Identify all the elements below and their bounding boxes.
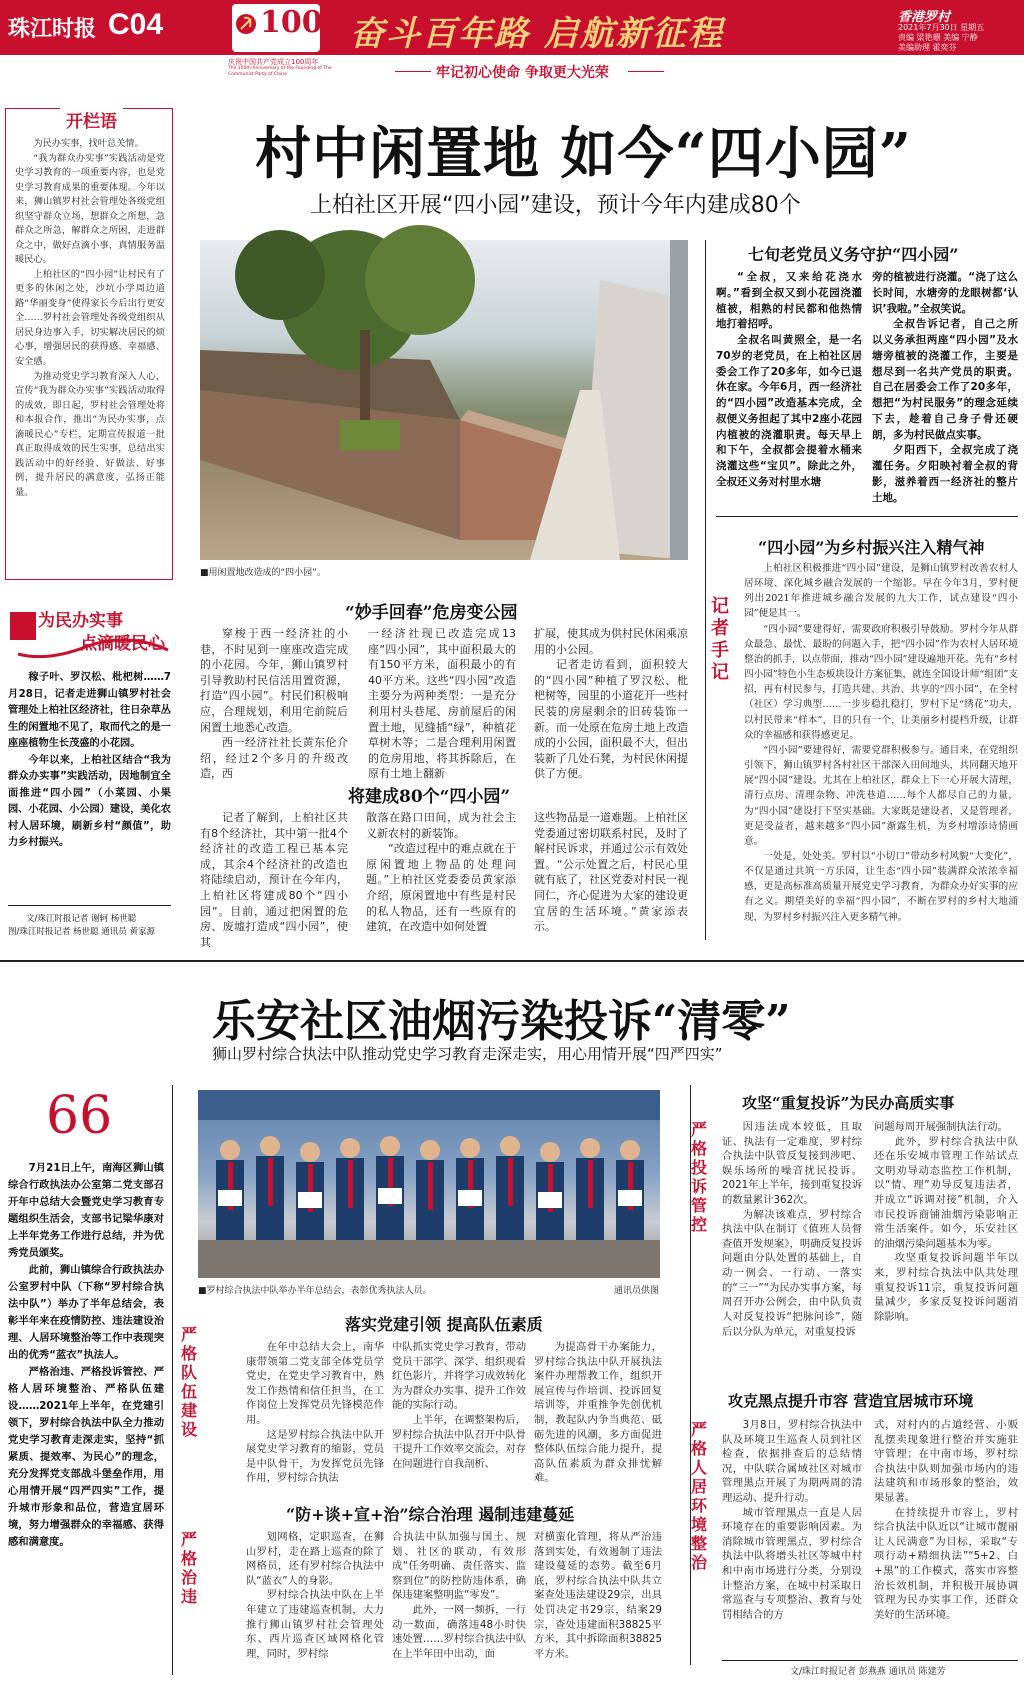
text-paragraph: 为提高骨干办案能力，罗村综合执法中队开展执法案件办理帮教工作，组织开展宣传与作培训、投诉回复培训等，并重推争先创优机制，教起队内争当典范、砥砺先进的风潮，多方面促进整体队伍综合能力提升，提高队伍素质为群众排忧解难。	[534, 1341, 662, 1485]
top-subhead: 上柏社区开展“四小园”建设，预计今年内建成80个	[310, 193, 801, 218]
text-paragraph: 记者了解到，上柏社区共有8个经济社，其中第一批4个经济社的改造工程已基本完成，其余4个经济社的改造也将陆续启动，预计在今年内，上柏社区将建成80个“四小园”。目前，通过把闲置的危房、废墟打造成“四小园”，使其	[200, 811, 348, 949]
byline-2: 图/珠江时报记者 杨世聪 通讯员 黄家源	[8, 927, 155, 937]
text-paragraph: 此外，罗村综合执法中队还在乐安城市管理工作站试点文明劝导动态监控工作机制，以“情、理”劝导反复违法者，并成立“诉调对接”机制，介入市民投诉商铺油烟污染影响正常生活案件。如今，乐安社区的油烟污染问题基本为零。	[874, 1135, 1018, 1250]
tag-left-1: 严格队伍建设	[180, 1325, 197, 1439]
text-paragraph: 因违法成本较低，且取证、执法有一定难度，罗村综合执法中队管反复接到涉吧、娱乐场所的噪音扰民投诉。2021年上半年，接到重复投诉的数量累计362次。	[722, 1121, 862, 1207]
slogan: 奋斗百年路 启航新征程	[350, 14, 724, 54]
tag-right-1: 严格投诉管控	[690, 1120, 707, 1234]
text-paragraph: 划网格，定职巡查，在狮山罗村，走在路上巡查的除了网格员，还有罗村综合执法中队“蓝衣”人的身影。	[246, 1531, 384, 1587]
section-title: 攻坚“重复投诉”为民办高质实事	[742, 1094, 955, 1112]
team-photo	[198, 1090, 660, 1278]
emblem-number: 100	[260, 5, 323, 40]
text-paragraph: 上柏社区积极推进“四小园”建设，是狮山镇罗村改善农村人居环境、深化城乡融合发展的一个缩影。早在今年3月，罗村便列出2021年推进城乡融合发展的九大工作，试点建设“四小园”便是其一。	[744, 563, 1018, 620]
secB-col-2	[392, 1530, 526, 1672]
section-title: “妙手回春”危房变公园	[345, 603, 518, 623]
intro-paragraph: 为推动党史学习教育深入人心，宣传“我为群众办实事”实践活动取得的成效，即日起，罗村社会管理处将和本报合作，推出“为民办实事，点滴暖民心”专栏，定期宣传报道一批真正取得成效的民生实事，总结出实践活动中的好经验、好做法、好事例，提升居民的满意度，弘扬正能量。	[15, 370, 165, 498]
intro-text	[15, 137, 165, 575]
top-lead	[8, 670, 171, 882]
comment-text	[744, 561, 1018, 951]
text-paragraph: 这些物品是一道难题。上柏社区党委通过密切联系村民，及时了解村民诉求，并通过公示有效处置。“公示处置之后，村民心里就有底了，社区党委对村民一视同仁，齐心促进为大家的建设更宜居的生活环境。”黄家添表示。	[534, 811, 688, 934]
sec1-col-2	[368, 626, 516, 781]
text-paragraph: 散落在路口田间，成为社会主义新农村的新装饰。	[366, 811, 516, 840]
section-title: 将建成80个“四小园”	[348, 787, 511, 807]
issue-date: 2021年7月30日 星期五	[898, 23, 985, 32]
subslogan: 牢记初心使命 争取更大光荣	[436, 65, 609, 81]
section-title: 七旬老党员义务守护“四小园”	[748, 245, 959, 264]
sec2-col-2	[366, 810, 516, 946]
section-title: 落实党建引领 提高队伍素质	[345, 1315, 543, 1334]
text-paragraph: 在持续提升市容上，罗村综合执法中队近以“让城市靓丽让人民满意”为目标，采取“专项行动+精细执法”“5+2、白+黑”的工作模式，落实市容整治长效机制，并积极开展协调管理为民办实事工作，还群众美好的生活环境。	[874, 1506, 1018, 1621]
lead-paragraph: 今年以来，上柏社区结合“我为群众办实事”实践活动，因地制宜全面推进“四小园”（小菜园、小果园、小花园、小公园）建设，美化农村人居环境，刷新乡村“颜值”，助力乡村振兴。	[8, 754, 171, 849]
emblem-caption-en: The 100th Anniversary of the Founding of The Communist Party of China	[228, 66, 332, 77]
garden-photo	[200, 240, 688, 560]
text-paragraph: 这是罗村综合执法中队开展党史学习教育的缩影，党员是中队骨干，为发挥党员先锋作用，罗村综合执法	[246, 1428, 384, 1485]
tag-left-2: 严格治违	[180, 1530, 197, 1606]
text-paragraph: 一处是，处处美。罗村以“小切口”带动乡村风貌“大变化”，不仅是通过共筑一方乐园，让生态“四小园”装满群众浓浓幸福感，更是高标准高质量开展党史学习教育，为群众办好实事的应有之义。期望美好的幸福“四小园”，不断在罗村的乡村大地涌现，为罗村乡村振兴注入更多精气神。	[744, 850, 1018, 923]
text-paragraph: 一经济社现已改造完成13座“四小园”，其中面积最大的有150平方米，面积最小的有40平方米。这些“四小园”改造主要分为两种类型：一是充分利用村头巷尾、房前屋后的闲置土地，见缝插“绿”，种植花草树木等；二是合理利用闲置的危房用地，将其拆除后，在原有土地上翻新	[368, 627, 516, 781]
intro-paragraph: “我为群众办实事”实践活动是党史学习教育的一项重要内容，也是党史学习教育成果的重要体现。今年以来，狮山镇罗村社会管理处各级党组织坚守群众立场，想群众之所想，急群众之所急，解群众之所困，走进群众之中，做好点滴小事，真情服务温暖民心。	[15, 152, 165, 266]
lead-paragraph: 严格治违、严格投诉管控、严格人居环境整治、严格队伍建设……2021年上半年，在党建引领下，罗村综合执法中队全力推动党史学习教育走深走实，坚持“抓紧质、提效率、为民心”的理念，充分发挥党支部战斗堡垒作用，用心用情开展“四严四实”工作，提升城市形象和品位，营造宜居环境，努力增强群众的幸福感、获得感和满意度。	[8, 1365, 164, 1548]
text-paragraph: 全叔告诉记者，自己之所以义务承担两座“四小园”及水塘旁植被的浇灌工作，主要是想尽到一名共产党员的职责。自己在居委会工作了20多年，想把“为村民服务”的理念延续下去，趁着自己身子骨还硬朗，多为村民做点实事。	[872, 318, 1018, 441]
column-logo	[8, 600, 173, 662]
text-paragraph: 此外，一网一频拆，一行动一数面，确落违48小时快速处置……罗村综合执法中队在上半年田中出动，面	[392, 1604, 526, 1660]
section-title: 攻克黑点提升市容 营造宜居城市环境	[728, 1392, 974, 1410]
text-paragraph: “全叔，又来给花浇水啊。”看到全叔又到小花园浇灌植被，相熟的村民都和他热情地打着招呼。	[716, 271, 862, 331]
secB-col-1	[246, 1530, 384, 1672]
sec1-col-1	[200, 626, 348, 781]
text-paragraph: 旁的植被进行浇灌。“浇了这么长时间，水塘旁的龙眼树都‘认识’我啦。”全叔笑说。	[872, 271, 1018, 315]
text-paragraph: 城市管理黑点一直是人居环境存在的重要影响因素。为消除城市管理黑点，罗村综合执法中队将增头社区等城中村和中南市场进行分类，分别设计整治方案，在城中村采取日常巡查与专项整治、教育与处罚相结合的方	[722, 1506, 862, 1621]
intro-title: 开栏语	[60, 107, 123, 132]
text-paragraph: 合执法中队加强与国土、规划、社区的联动，有效形成“任务明确、责任落实、监察到位”的防控防违体系，确保违建案整明监“零发”。	[392, 1531, 526, 1602]
garden-photo-illustration	[200, 240, 688, 560]
text-paragraph: 穿梭于西一经济社的小巷，不时见到一座座改造完成的小花园。今年，狮山镇罗村引导教助村民信活用置资源，打造“四小园”。村民们积极响应，合理规划，利用宅前院后闲置土地悉心改造。	[200, 627, 348, 734]
lead-paragraph: 此前，狮山镇综合行政执法办公室罗村中队（下称“罗村综合执法中队”）举办了半年总结会，表彰半年来在疫情防控、违法建设治理、人居环境整治等工作中表现突出的优秀“蓝衣”执法人。	[8, 1263, 164, 1361]
secC-col-2	[874, 1120, 1018, 1366]
secD-col-1	[722, 1418, 862, 1656]
logo-line-1: 为民办实事	[38, 611, 123, 631]
text-paragraph: 为解决该难点，罗村综合执法中队在制订《值班人员督查值开发规案》，明确反复投诉问题由分队处置的基础上，自动一例会、一行动、一落实的“三一”“为民办实事方案，每周召开办公例会，由中队负责人对反复投诉“把脉问诊”，随后以分队为单元，对重复投诉	[722, 1208, 862, 1338]
bottom-lead	[8, 1160, 164, 1670]
intro-paragraph: 为民办实事，找叶总关情。	[33, 138, 144, 149]
secA-col-1	[246, 1340, 384, 1486]
text-paragraph: 全叔名叫黄照全，是一名70岁的老党员，在上柏社区居委会工作了20多年，如今已退休在家。今年6月，西一经济社的“四小园”改造基本完成，全叔便义务担起了其中2座小花园内植被的浇灌职责。每天早上和下午，全叔都会提着水桶来浇灌这些“宝贝”。除此之外，全叔还义务对村里水塘	[716, 334, 862, 488]
top-headline: 村中闲置地 如今“四小园”	[255, 121, 912, 187]
section-title: “防+谈+宣+治”综合治理 遏制违建蔓延	[286, 1505, 575, 1524]
team-photo-illustration	[198, 1090, 660, 1278]
text-paragraph: 3月8日，罗村综合执法中队及环境卫生巡查人员到社区检查，依据排查后的总结情况，中队联合属域社区对城市管理黑点开展了为期两周的清理运动、提升行动。	[722, 1419, 862, 1505]
comment-title: “四小园”为乡村振兴注入精气神	[758, 538, 985, 557]
text-paragraph: 西一经济社社长黄东伦介绍，经过2个多月的升级改造，西	[200, 736, 348, 781]
bottom-headline: 乐安社区油烟污染投诉“清零”	[212, 996, 791, 1047]
logo-line-2: 点滴暖民心	[80, 634, 165, 654]
quote-mark: 66	[46, 1086, 113, 1146]
old-col-1	[716, 270, 862, 496]
text-paragraph: 在年中总结大会上，南华康带领第二党支部全体党员学党史，在党史学习教育中，熟发工作热情和信任担当，在工作岗位上发挥党员先锋模范作用。	[246, 1341, 384, 1427]
old-col-2	[872, 270, 1018, 504]
text-paragraph: 中队抓实党史学习教育，带动党员干部学、深学、组织观看红色影片，并将学习成效转化为为群众办实事、提升工作效能的实际行动。	[392, 1341, 526, 1412]
proof-credit: 美编助理 霍奕芬	[898, 43, 957, 52]
text-paragraph: 记者走访看到，面积较大的“四小园”种植了罗汉松、枇杷树等，园里的小道花开一些村民装的房屋剩余的旧砖装饰一新。而一处原在危房土地上改造成的小公园，面积最不大，但出装新了几处石凳，为村民休闲提供了方便。	[534, 658, 688, 781]
page-number: C04	[108, 8, 164, 41]
text-paragraph: “改造过程中的难点就在于原闲置地上物品的处理问题。”上柏社区党委委员黄家添介绍，原闲置地中有些是村民的私人物品，还有一些原有的建筑，在改造中如何处置	[366, 842, 516, 934]
secA-col-2	[392, 1340, 526, 1486]
intro-paragraph: 上柏社区的“四小园”让村民有了更多的休闲之处，沙坑小学周边道路“华丽变身”使得家长今后出行更安全……罗村社会管理处各级党组织从居民身边事入手，切实解决居民的烦心事，增强居民的获得感、幸福感、安全感。	[15, 268, 165, 367]
text-paragraph: 夕阳西下，全叔完成了浇灌任务。夕阳映衬着全叔的背影，滋养着西一经济社的整片土地。	[872, 444, 1018, 504]
text-paragraph: 对横蛮化管理，将从严治违落到实处，有效遏制了违法建设蔓延的态势。截至6月底，罗村综合执法中队共立案查处违法建设29宗，出具处罚决定书29宗，结案29宗，查处违建面积38825平方米，其中拆除面积38825平方米。	[534, 1531, 662, 1660]
editor-credit: 责编 梁艳珊 美编 宁静	[898, 33, 978, 42]
secB-col-3	[534, 1530, 662, 1672]
anniversary-emblem	[232, 4, 323, 52]
edition-title: 香港罗村	[898, 10, 951, 25]
bottom-byline: 文/珠江时报记者 彭燕燕 通讯员 陈建芳	[790, 1667, 946, 1677]
text-paragraph: 攻坚重复投诉问题半年以来，罗村综合执法中队共处理重复投诉11宗，重复投诉问题量减少，多家反复投诉问题消除影响。	[874, 1252, 1018, 1323]
text-paragraph: 式，对村内的占道经营、小贩乱摆卖现象进行整治并实施驻守管理；在中南市场，罗村综合执法中队则加强市场内的违法建筑和市场形象的整治，效果显著。	[874, 1419, 1018, 1505]
text-paragraph: 罗村综合执法中队在上半年建立了违建巡查机制，大力推行狮山镇罗村社会管理处东、西片巡查区域网格化管理，同时，罗村综	[246, 1589, 384, 1660]
byline-1: 文/珠江时报记者 谢轲 杨世聪	[26, 914, 137, 924]
emblem-caption: 庆祝中国共产党成立100周年	[228, 58, 319, 66]
comment-tag: 记者手记	[711, 596, 729, 683]
tag-right-2: 严格人居环境整治	[690, 1420, 707, 1572]
photo-caption: ■用闲置地改造成的“四小园”。	[200, 568, 326, 578]
text-paragraph: “四小园”要建得好，需要党群积极参与。通目来，在党组织引领下，狮山镇罗村各村社区干部深入田间地头，共同翻天地开展“四小园”建设。尤其在上柏社区，群众上下一心开展大清理，清行点房、清理杂物、冲洗巷道……每个人都尽自己的力量，为“四小园”建设打下坚实基础。大家既是建设者，又是管理者，更是受益者，越来越多“四小园”渐露生机，为乡村增添诗情画意。	[744, 744, 1018, 847]
sec1-col-3	[534, 626, 688, 781]
sec2-col-1	[200, 810, 348, 949]
lead-paragraph: 稼子叶、罗汉松、枇杷树……7月28日，记者走进狮山镇罗村社会管理处上柏社区经济社，往日杂草丛生的闲置地不见了，取而代之的是一座座植物生长茂盛的小花园。	[8, 672, 171, 750]
secD-col-2	[874, 1418, 1018, 1656]
text-paragraph: “四小园”要建得好，需要政府积极引导鼓励。罗村今年从群众最急、最忧、最盼的问题入手，把“四小园”作为农村人居环境整治的抓手，以点带面，推动“四小园”建设遍地开花。先有“乡村四小园”特色小生态板块设计方案征集，就连全国设计师“组团”支招，再有村民参与，打造共建、共治、共享的“四小园”，在全村（社区）学习典型……一步步稳扎稳打，罗村下足“绣花”功夫，以村民带来“样本”，目的只有一个，让美丽乡村提档升级，让群众的幸福感和获得感更足。	[744, 623, 1018, 741]
lead-paragraph: 7月21日上午，南海区狮山镇综合行政执法办公室第二党支部召开年中总结大会暨党史学习教育专题组织生活会，支部书记梁华康对上半年党务工作进行总结，并为优秀党员颁奖。	[8, 1162, 164, 1259]
text-paragraph: 扩展，使其成为供村民休闲乘凉用的小公园。	[534, 627, 688, 656]
paper-name: 珠江时报	[8, 16, 97, 42]
secC-col-1	[722, 1120, 862, 1366]
text-paragraph: 问题每周开展强制执法行动。	[874, 1121, 1008, 1133]
team-photo-credit: 通讯员供图	[614, 1286, 660, 1296]
secA-col-3	[534, 1340, 662, 1486]
team-photo-caption: ■罗村综合执法中队举办半年总结会，表彰优秀执法人员。	[198, 1286, 432, 1296]
text-paragraph: 上半年，在调整架构后，罗村综合执法中队召开中队骨干提升工作效率交流会，对存在问题进行自我剖析、	[392, 1414, 526, 1470]
sec2-col-3	[534, 810, 688, 946]
bottom-subhead: 狮山罗村综合执法中队推动党史学习教育走深走实，用心用情开展“四严四实”	[212, 1045, 723, 1063]
